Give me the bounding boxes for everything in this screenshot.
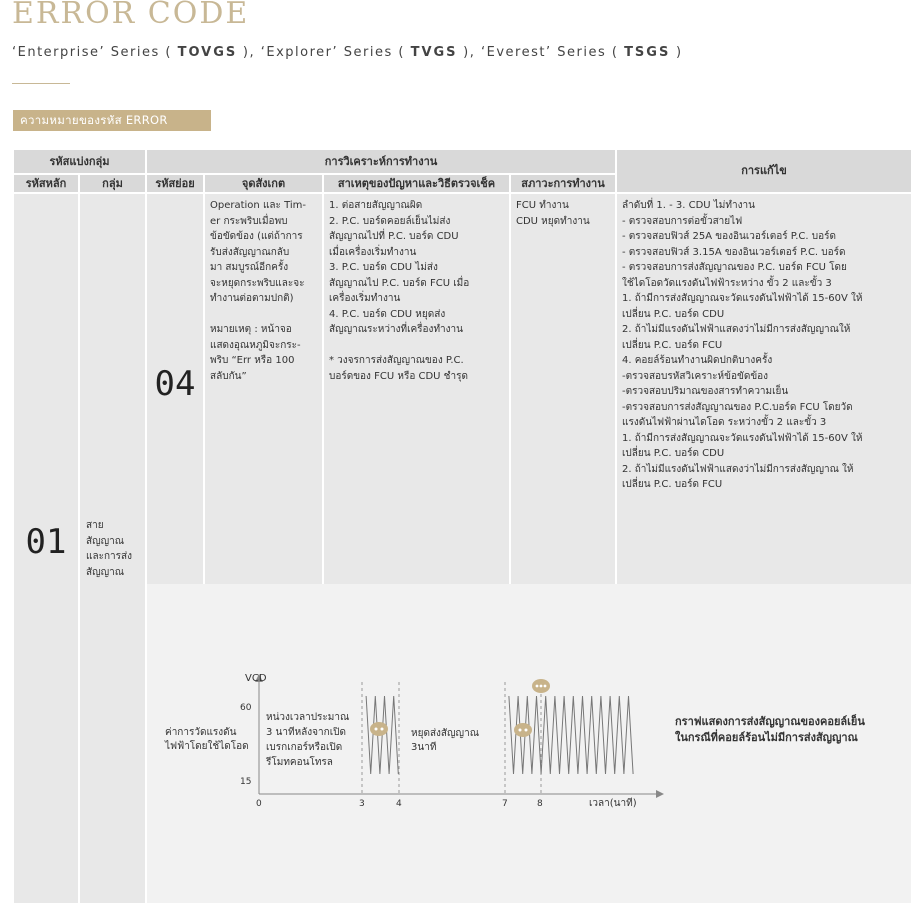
delay-note-4: รีโมทคอนโทรล	[266, 757, 333, 768]
fix-text: ลำดับที่ 1. - 3. CDU ไม่ทำงาน - ตรวจสอบการต่อขั้วสายไฟ - ตรวจสอบฟิวส์ 25A ของอินเวอร์เตอร์ P.C. บอร์ด - ตรวจสอบฟิวส์ 3.15A ของอินเวอร์เตอร์ P.C. บอร์ด - ตรวจสอบการส่งสัญญาณของ P.C. บอร์ด FCU โดย ใช้ไดโอดวัดแรงดันไฟฟ้าระหว่าง ขั้ว 2 และขั้ว 3 1. ถ้ามีการส่งสัญญาณจะวัดแรงดันไฟฟ้าได้ 15-60V ให้ เปลี่ยน P.C. บอร์ด CDU 2. ถ้าไม่มีแรงดันไฟฟ้าแสดงว่าไม่มีการส่งสัญญาณให้ เปลี่ยน P.C. บอร์ด FCU 4. คอยล์ร้อนทำงานผิดปกติบางครั้ง -ตรวจสอบรหัสวิเคราะห์ข้อขัดข้อง -ตรวจสอบปริมาณของสารทำความเย็น -ตรวจสอบการส่งสัญญาณของ P.C.บอร์ด FCU โดยวัด แรงดันไฟฟ้าผ่านไดโอด ระหว่างขั้ว 2 และขั้ว 3 1. ถ้ามีการส่งสัญญาณจะวัดแรงดันไฟฟ้าได้ 15-60V ให้ เปลี่ยน P.C. บอร์ด CDU 2. ถ้าไม่มีแรงดันไฟฟ้าแสดงว่าไม่มีการส่งสัญญาณ ให้ เปลี่ยน P.C. บอร์ด FCU	[617, 194, 911, 584]
main-code: 01	[14, 194, 78, 903]
series-1-code: TOVGS	[177, 45, 238, 60]
observe-text: Operation และ Tim- er กระพริบเมื่อพบ ข้อขัดข้อง (แต่ถ้าการ รับส่งสัญญาณกลับ มา สมบูรณ์อีกครั้ง จะหยุดกระพริบและจะ ทำงานต่อตามปกติ) หมายเหตุ : หน้าจอ แสดงอุณหภูมิจะกระ- พริบ “Err หรือ 100 สลับกัน”	[205, 194, 322, 584]
col-sub-code: รหัสย่อย	[147, 175, 203, 192]
signal-graph	[147, 584, 911, 903]
status-text: FCU ทำงาน CDU หยุดทำงาน	[511, 194, 615, 584]
y-axis-label: VCD	[245, 673, 267, 684]
x-axis-arrow	[656, 790, 664, 798]
series-end: )	[670, 45, 683, 60]
x-axis-label: เวลา(นาที)	[589, 798, 637, 809]
group-name: สาย สัญญาณ และการส่ง สัญญาณ	[80, 194, 145, 903]
series-3-code: TSGS	[624, 45, 671, 60]
y-tick-60: 60	[240, 703, 252, 713]
delay-note-1: หน่วงเวลาประมาณ	[266, 712, 350, 723]
left-label-2: ไฟฟ้าโดยใช้ไดโอด	[165, 741, 249, 752]
series-3-label: ), ‘Everest’ Series (	[457, 45, 625, 60]
series-2-label: ), ‘Explorer’ Series (	[237, 45, 411, 60]
title-divider	[12, 83, 70, 84]
x-tick-7: 7	[502, 799, 508, 809]
x-tick-3: 3	[359, 799, 365, 809]
x-tick-4: 4	[396, 799, 402, 809]
analysis-header: การวิเคราะห์การทำงาน	[147, 150, 615, 173]
signal-indicator-icon	[514, 723, 532, 737]
signal-graph-panel	[147, 584, 911, 903]
series-1-label: ‘Enterprise’ Series (	[12, 45, 178, 60]
y-tick-15: 15	[240, 777, 252, 787]
col-main-code: รหัสหลัก	[14, 175, 78, 192]
indicator-dot-icon	[519, 729, 522, 732]
left-label-1: ค่าการวัดแรงดัน	[165, 727, 237, 738]
section-tag: ความหมายของรหัส ERROR	[13, 110, 211, 131]
col-group: กลุ่ม	[80, 175, 145, 192]
indicator-dot-icon	[540, 685, 543, 688]
fix-header: การแก้ไข	[617, 150, 911, 192]
indicator-dot-icon	[381, 728, 384, 731]
indicator-dot-icon	[544, 685, 547, 688]
indicator-dot-icon	[536, 685, 539, 688]
col-status: สภาวะการทำงาน	[511, 175, 615, 192]
indicator-dot-icon	[375, 728, 378, 731]
series-2-code: TVGS	[410, 45, 458, 60]
indicator-dot-icon	[525, 729, 528, 732]
stop-note-1: หยุดส่งสัญญาณ	[411, 728, 479, 739]
delay-note-2: 3 นาทีหลังจากเปิด	[266, 727, 346, 738]
page-title: ERROR CODE	[12, 0, 250, 31]
delay-note-3: เบรกเกอร์หรือเปิด	[266, 742, 343, 753]
stop-note-2: 3นาที	[411, 742, 437, 753]
graph-caption-1: กราฟแสดงการส่งสัญญาณของคอยล์เย็น	[675, 715, 865, 728]
signal-indicator-icon	[370, 722, 388, 736]
col-cause: สาเหตุของปัญหาและวิธีตรวจเช็ค	[324, 175, 509, 192]
cause-text: 1. ต่อสายสัญญาณผิด 2. P.C. บอร์ดคอยล์เย็นไม่ส่ง สัญญาณไปที่ P.C. บอร์ด CDU เมื่อเครื่องเริ่มทำงาน 3. P.C. บอร์ด CDU ไม่ส่ง สัญญาณไป P.C. บอร์ด FCU เมื่อ เครื่องเริ่มทำงาน 4. P.C. บอร์ด CDU หยุดส่ง สัญญาณระหว่างที่เครื่องทำงาน * วงจรการส่งสัญญาณของ P.C. บอร์ดของ FCU หรือ CDU ชำรุด	[324, 194, 509, 584]
group-header: รหัสแบ่งกลุ่ม	[14, 150, 145, 173]
graph-caption-2: ในกรณีที่คอยล์ร้อนไม่มีการส่งสัญญาณ	[675, 731, 858, 744]
col-observe: จุดสังเกต	[205, 175, 322, 192]
series-subtitle	[12, 45, 683, 60]
sub-code: 04	[147, 194, 203, 584]
x-tick-0: 0	[256, 799, 262, 809]
x-tick-8: 8	[537, 799, 543, 809]
